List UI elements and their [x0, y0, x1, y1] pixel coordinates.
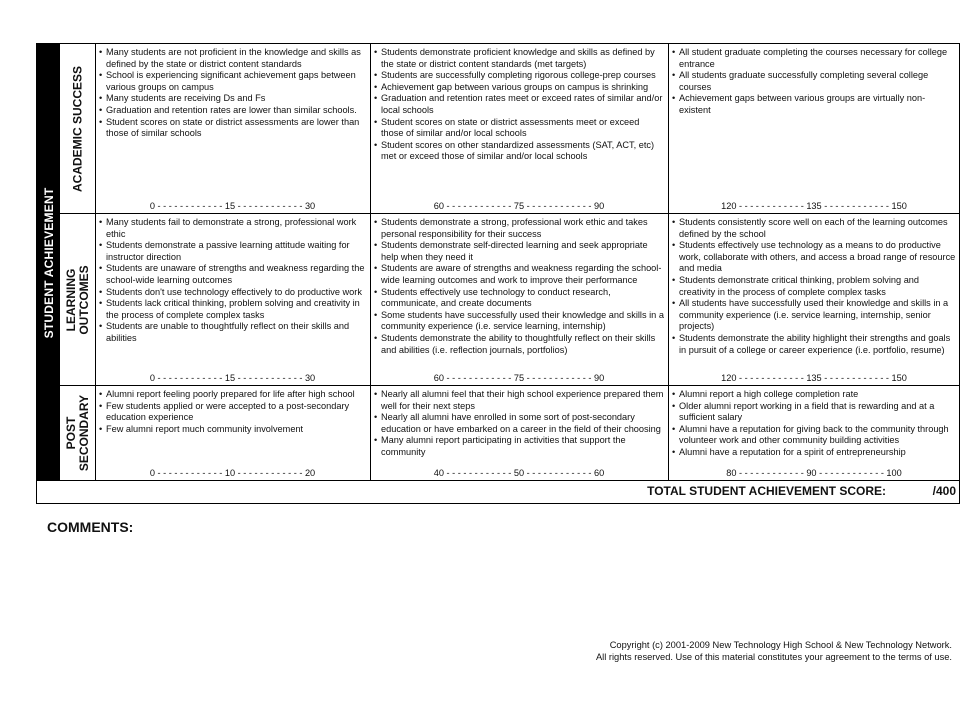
criteria-list — [668, 214, 960, 356]
score-scale: 120 - - - - - - - - - - - - 135 - - - - - - - - - - - - 150 — [721, 373, 907, 383]
rubric-cell — [370, 386, 669, 480]
score-scale: 120 - - - - - - - - - - - - 135 - - - - - - - - - - - - 150 — [721, 201, 907, 211]
criteria-item: • Student scores on state or district assessments are lower than those of similar schools — [99, 117, 366, 140]
criteria-item: • Students effectively use technology to conduct research, communicate, and create documents — [374, 287, 664, 310]
criteria-item: • Students demonstrate proficient knowledge and skills as defined by the state or district content standards (met targets) — [374, 47, 664, 70]
criteria-item: • Many students are not proficient in the knowledge and skills as defined by the state or district content standards — [99, 47, 366, 70]
criteria-item: • Some students have successfully used their knowledge and skills in a community experience (i.e. service learning, internship) — [374, 310, 664, 333]
score-scale: 0 - - - - - - - - - - - - 15 - - - - - - - - - - - - 30 — [149, 201, 316, 211]
criteria-list — [370, 386, 668, 459]
criteria-item: • Students demonstrate a passive learning attitude waiting for instructor direction — [99, 240, 366, 263]
rubric-cell — [95, 44, 371, 213]
criteria-item: • Alumni report a high college completion rate — [672, 389, 956, 401]
criteria-item: • Students demonstrate self-directed learning and seek appropriate help when they need it — [374, 240, 664, 263]
criteria-list — [668, 386, 960, 459]
criteria-list — [95, 214, 370, 345]
criteria-item: • Students lack critical thinking, problem solving and creativity in the process of complete complex tasks — [99, 298, 366, 321]
criteria-item: • Alumni have a reputation for a spirit of entrepreneurship — [672, 447, 956, 459]
criteria-list — [668, 44, 960, 117]
criteria-item: • School is experiencing significant achievement gaps between various groups on campus — [99, 70, 366, 93]
criteria-item: • Students are unable to thoughtfully reflect on their skills and abilities — [99, 321, 366, 344]
criteria-item: • Many students fail to demonstrate a strong, professional work ethic — [99, 217, 366, 240]
rubric-cell — [370, 214, 669, 385]
total-score-value: /400 — [932, 484, 956, 498]
category-label — [65, 265, 91, 334]
category-label-line: OUTCOMES — [76, 264, 91, 335]
copyright-line-2: All rights reserved. Use of this material constitutes your agreement to the terms of use. — [595, 651, 952, 662]
copyright-notice — [596, 640, 952, 663]
rubric-row — [60, 386, 959, 481]
rubric-cell — [668, 386, 960, 480]
rubric-cell — [668, 44, 960, 213]
criteria-item: • Student scores on state or district assessments meet or exceed those of similar and/or local schools — [374, 117, 664, 140]
category-label-line: SECONDARY — [76, 394, 91, 472]
criteria-item: • Few alumni report much community involvement — [99, 424, 366, 436]
score-scale: 0 - - - - - - - - - - - - 10 - - - - - - - - - - - - 20 — [149, 468, 316, 478]
rubric-cell — [668, 214, 960, 385]
criteria-item: • Many alumni report participating in activities that support the community — [374, 435, 664, 458]
criteria-item: • Students demonstrate a strong, professional work ethic and takes personal responsibility for their success — [374, 217, 664, 240]
score-scale: 60 - - - - - - - - - - - - 75 - - - - - - - - - - - - 90 — [433, 201, 605, 211]
criteria-item: • Many students are receiving Ds and Fs — [99, 93, 366, 105]
total-score-row — [37, 479, 959, 503]
category-label-line: POST — [63, 416, 78, 450]
total-score-label: TOTAL STUDENT ACHIEVEMENT SCORE: — [647, 484, 886, 498]
score-scale: 0 - - - - - - - - - - - - 15 - - - - - - - - - - - - 30 — [149, 373, 316, 383]
criteria-item: • All students graduate successfully completing several college courses — [672, 70, 956, 93]
criteria-list — [370, 214, 668, 356]
copyright-line-1: Copyright (c) 2001-2009 New Technology High School & New Technology Network. — [609, 640, 952, 650]
comments-label: COMMENTS: — [47, 519, 134, 535]
rubric-table — [36, 43, 960, 504]
criteria-item: • Alumni report feeling poorly prepared for life after high school — [99, 389, 366, 401]
rubric-row — [60, 214, 959, 386]
criteria-list — [370, 44, 668, 163]
criteria-item: • Students don't use technology effectively to do productive work — [99, 287, 366, 299]
rubric-cell — [95, 214, 371, 385]
rubric-cell — [370, 44, 669, 213]
category-label — [71, 65, 84, 191]
criteria-item: • Nearly all alumni feel that their high school experience prepared them well for their next steps — [374, 389, 664, 412]
criteria-item: • Students demonstrate the ability highlight their strengths and goals in pursuit of a college or career experience (i.e. portfolio, resume) — [672, 333, 956, 356]
section-title: STUDENT ACHIEVEMENT — [41, 187, 56, 338]
rubric-row — [60, 44, 959, 214]
criteria-item: • Achievement gaps between various groups are virtually non-existent — [672, 93, 956, 116]
category-label-line: LEARNING — [63, 268, 78, 331]
criteria-item: • Students are unaware of strengths and weakness regarding the school-wide learning outcomes — [99, 263, 366, 286]
score-scale: 80 - - - - - - - - - - - - 90 - - - - - - - - - - - - 100 — [726, 468, 902, 478]
criteria-item: • All students have successfully used their knowledge and skills in a community experience (i.e. service learning, internship, senior projects) — [672, 298, 956, 333]
criteria-item: • Students are successfully completing rigorous college-prep courses — [374, 70, 664, 82]
criteria-item: • Student scores on other standardized assessments (SAT, ACT, etc) met or exceed those of similar and/or local schools — [374, 140, 664, 163]
criteria-item: • Students demonstrate critical thinking, problem solving and creativity in the process of complete complex tasks — [672, 275, 956, 298]
category-label — [65, 395, 91, 471]
criteria-item: • Students demonstrate the ability to thoughtfully reflect on their skills and abilities (i.e. reflection journals, portfolios) — [374, 333, 664, 356]
criteria-item: • Graduation and retention rates are lower than similar schools. — [99, 105, 366, 117]
criteria-item: • Students effectively use technology as a means to do productive work, collaborate with others, and access a broad range of resource and media — [672, 240, 956, 275]
criteria-item: • Alumni have a reputation for giving back to the community through volunteer work and other community building activities — [672, 424, 956, 447]
section-band — [37, 44, 60, 481]
criteria-item: • Students consistently score well on each of the learning outcomes defined by the school — [672, 217, 956, 240]
criteria-list — [95, 386, 370, 435]
criteria-list — [95, 44, 370, 140]
category-label-line: ACADEMIC SUCCESS — [70, 65, 84, 192]
score-scale: 60 - - - - - - - - - - - - 75 - - - - - - - - - - - - 90 — [433, 373, 605, 383]
criteria-item: • Achievement gap between various groups on campus is shrinking — [374, 82, 664, 94]
criteria-item: • Few students applied or were accepted to a post-secondary education experience — [99, 401, 366, 424]
category-cell — [60, 386, 96, 480]
criteria-item: • Nearly all alumni have enrolled in some sort of post-secondary education or have embarked on a career in the field of their choosing — [374, 412, 664, 435]
criteria-item: • Students are aware of strengths and weakness regarding the school-wide learning outcomes and work to improve their performance — [374, 263, 664, 286]
criteria-item: • Older alumni report working in a field that is rewarding and at a sufficient salary — [672, 401, 956, 424]
criteria-item: • All student graduate completing the courses necessary for college entrance — [672, 47, 956, 70]
criteria-item: • Graduation and retention rates meet or exceed rates of similar and/or local schools — [374, 93, 664, 116]
category-cell — [60, 44, 96, 213]
rubric-cell — [95, 386, 371, 480]
score-scale: 40 - - - - - - - - - - - - 50 - - - - - - - - - - - - 60 — [433, 468, 605, 478]
category-cell — [60, 214, 96, 385]
